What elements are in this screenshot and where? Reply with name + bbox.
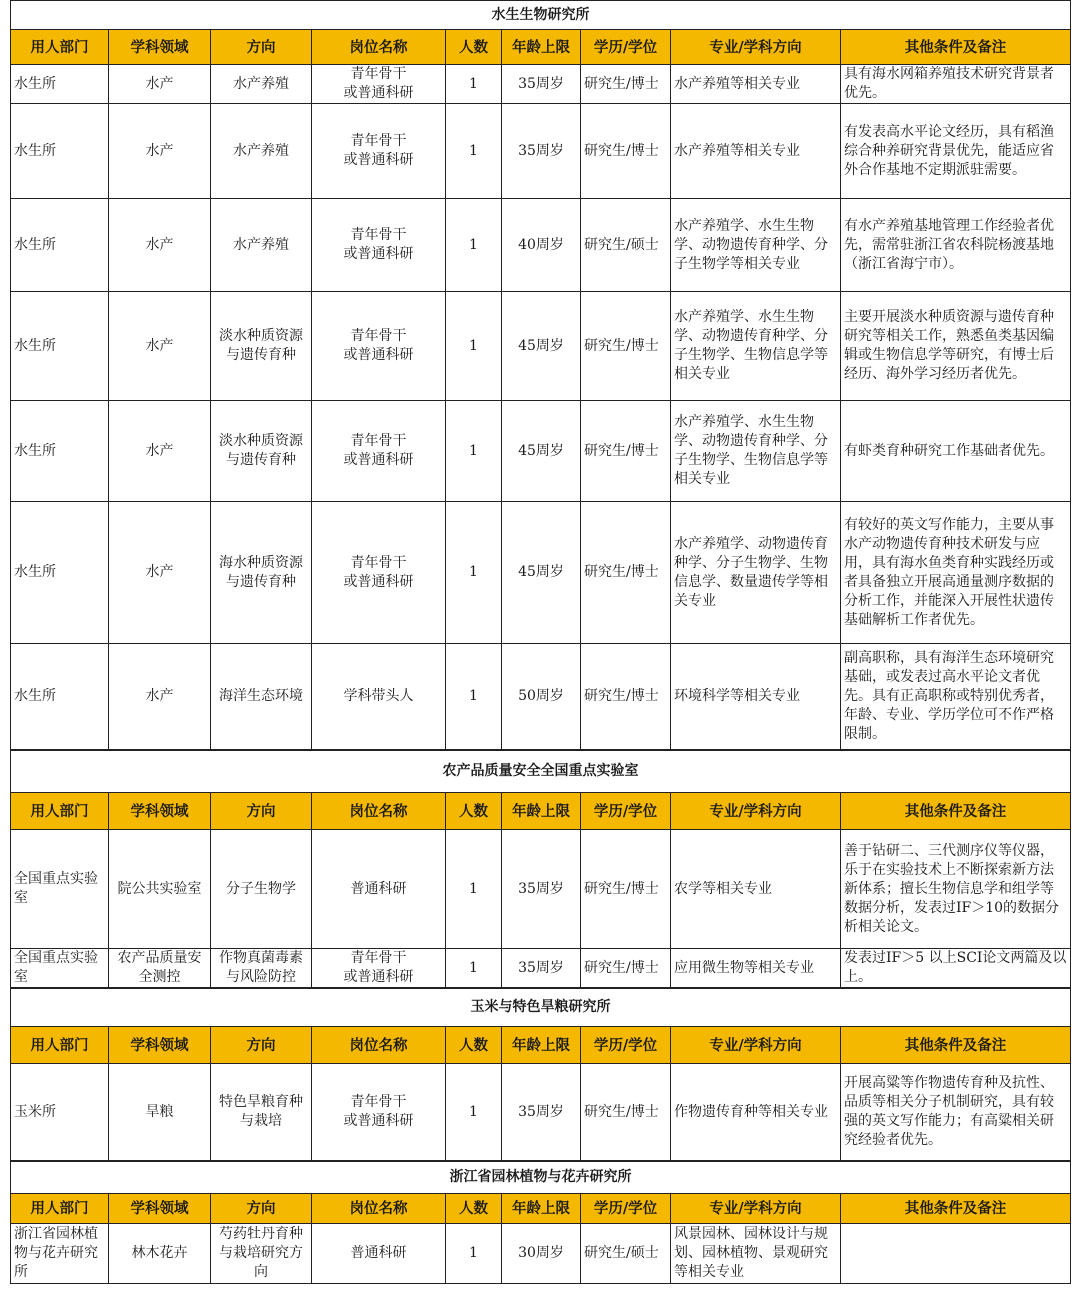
table-row [11, 65, 1071, 104]
column-header: 其他条件及备注 [841, 1194, 1071, 1224]
major-cell: 环境科学等相关专业 [671, 644, 841, 750]
dept-cell: 水生所 [11, 292, 109, 401]
direction-cell: 海洋生态环境 [211, 644, 312, 750]
column-header: 专业/学科方向 [671, 30, 841, 65]
notes-cell: 发表过IF＞5 以上SCI论文两篇及以上。 [841, 949, 1071, 988]
dept-cell: 浙江省园林植物与花卉研究所 [11, 1224, 109, 1284]
age-cell: 35周岁 [502, 65, 581, 104]
age-cell: 35周岁 [502, 1064, 581, 1161]
age-cell: 35周岁 [502, 104, 581, 199]
notes-cell: 开展高粱等作物遗传育种及抗性、品质等相关分子机制研究，具有较强的英文写作能力；有高粱相关研究经验者优先。 [841, 1064, 1071, 1161]
notes-cell: 有发表高水平论文经历，具有稻渔综合种养研究背景优先，能适应省外合作基地不定期派驻需要。 [841, 104, 1071, 199]
major-cell: 应用微生物等相关专业 [671, 949, 841, 988]
table-row [11, 401, 1071, 502]
degree-cell: 研究生/博士 [581, 1064, 671, 1161]
dept-cell: 全国重点实验室 [11, 830, 109, 949]
notes-cell: 主要开展淡水种质资源与遗传育种研究等相关工作，熟悉鱼类基因编辑或生物信息学等研究，有博士后经历、海外学习经历者优先。 [841, 292, 1071, 401]
field-cell: 水产 [109, 104, 211, 199]
degree-cell: 研究生/硕士 [581, 1224, 671, 1284]
column-header: 学历/学位 [581, 1194, 671, 1224]
direction-cell: 特色旱粮育种 与栽培 [211, 1064, 312, 1161]
count-cell: 1 [446, 1064, 502, 1161]
notes-cell: 具有海水网箱养殖技术研究背景者优先。 [841, 65, 1071, 104]
column-header: 年龄上限 [502, 30, 581, 65]
table-row [11, 644, 1071, 750]
dept-cell: 水生所 [11, 401, 109, 502]
column-header: 专业/学科方向 [671, 1027, 841, 1064]
direction-cell: 淡水种质资源 与遗传育种 [211, 401, 312, 502]
count-cell: 1 [446, 1224, 502, 1284]
count-cell: 1 [446, 292, 502, 401]
major-cell: 水产养殖学、动物遗传育种学、分子生物学、生物信息学、数量遗传学等相关专业 [671, 502, 841, 644]
count-cell: 1 [446, 401, 502, 502]
field-cell: 水产 [109, 401, 211, 502]
notes-cell: 善于钻研二、三代测序仪等仪器，乐于在实验技术上不断探索新方法新体系；擅长生物信息学和组学等数据分析，发表过IF＞10的数据分析相关论文。 [841, 830, 1071, 949]
degree-cell: 研究生/博士 [581, 949, 671, 988]
age-cell: 35周岁 [502, 830, 581, 949]
table-row [11, 104, 1071, 199]
table-row [11, 292, 1071, 401]
section-table [10, 1161, 1071, 1284]
column-header: 人数 [446, 1194, 502, 1224]
section-title: 水生生物研究所 [11, 1, 1071, 30]
direction-cell: 分子生物学 [211, 830, 312, 949]
dept-cell: 水生所 [11, 65, 109, 104]
notes-cell: 有较好的英文写作能力，主要从事水产动物遗传育种技术研发与应用，具有海水鱼类育种实践经历或者具备独立开展高通量测序数据的分析工作，并能深入开展性状遗传基础解析工作者优先。 [841, 502, 1071, 644]
column-header: 学历/学位 [581, 30, 671, 65]
table-header-row [11, 1027, 1071, 1064]
age-cell: 45周岁 [502, 502, 581, 644]
column-header: 学历/学位 [581, 793, 671, 830]
section-table [10, 0, 1071, 750]
column-header: 学科领域 [109, 793, 211, 830]
direction-cell: 水产养殖 [211, 199, 312, 292]
direction-cell: 水产养殖 [211, 65, 312, 104]
degree-cell: 研究生/博士 [581, 644, 671, 750]
count-cell: 1 [446, 65, 502, 104]
dept-cell: 水生所 [11, 644, 109, 750]
table-row [11, 199, 1071, 292]
age-cell: 45周岁 [502, 401, 581, 502]
column-header: 岗位名称 [312, 30, 446, 65]
major-cell: 作物遗传育种等相关专业 [671, 1064, 841, 1161]
direction-cell: 海水种质资源 与遗传育种 [211, 502, 312, 644]
column-header: 学历/学位 [581, 1027, 671, 1064]
table-row [11, 1224, 1071, 1284]
section-table [10, 988, 1071, 1161]
column-header: 方向 [211, 30, 312, 65]
major-cell: 水产养殖等相关专业 [671, 65, 841, 104]
count-cell: 1 [446, 104, 502, 199]
column-header: 专业/学科方向 [671, 793, 841, 830]
degree-cell: 研究生/博士 [581, 401, 671, 502]
direction-cell: 芍药牡丹育种与栽培研究方向 [211, 1224, 312, 1284]
degree-cell: 研究生/博士 [581, 104, 671, 199]
column-header: 岗位名称 [312, 1027, 446, 1064]
field-cell: 水产 [109, 644, 211, 750]
column-header: 学科领域 [109, 1194, 211, 1224]
column-header: 年龄上限 [502, 1027, 581, 1064]
position-cell: 青年骨干 或普通科研 [312, 949, 446, 988]
direction-cell: 淡水种质资源 与遗传育种 [211, 292, 312, 401]
column-header: 岗位名称 [312, 793, 446, 830]
count-cell: 1 [446, 949, 502, 988]
position-cell: 青年骨干 或普通科研 [312, 104, 446, 199]
column-header: 人数 [446, 30, 502, 65]
direction-cell: 水产养殖 [211, 104, 312, 199]
column-header: 用人部门 [11, 30, 109, 65]
major-cell: 农学等相关专业 [671, 830, 841, 949]
column-header: 其他条件及备注 [841, 30, 1071, 65]
column-header: 其他条件及备注 [841, 793, 1071, 830]
section-title: 玉米与特色旱粮研究所 [11, 989, 1071, 1027]
age-cell: 50周岁 [502, 644, 581, 750]
age-cell: 45周岁 [502, 292, 581, 401]
column-header: 用人部门 [11, 793, 109, 830]
section-title: 农产品质量安全全国重点实验室 [11, 751, 1071, 793]
dept-cell: 水生所 [11, 199, 109, 292]
column-header: 岗位名称 [312, 1194, 446, 1224]
section-table [10, 750, 1071, 988]
direction-cell: 作物真菌毒素与风险防控 [211, 949, 312, 988]
dept-cell: 水生所 [11, 104, 109, 199]
column-header: 方向 [211, 1194, 312, 1224]
degree-cell: 研究生/硕士 [581, 199, 671, 292]
column-header: 人数 [446, 793, 502, 830]
count-cell: 1 [446, 644, 502, 750]
notes-cell: 有水产养殖基地管理工作经验者优先，需常驻浙江省农科院杨渡基地（浙江省海宁市）。 [841, 199, 1071, 292]
field-cell: 农产品质量安全测控 [109, 949, 211, 988]
major-cell: 风景园林、园林设计与规划、园林植物、景观研究等相关专业 [671, 1224, 841, 1284]
age-cell: 30周岁 [502, 1224, 581, 1284]
field-cell: 水产 [109, 502, 211, 644]
position-cell: 普通科研 [312, 830, 446, 949]
column-header: 方向 [211, 793, 312, 830]
table-row [11, 1064, 1071, 1161]
column-header: 年龄上限 [502, 793, 581, 830]
dept-cell: 玉米所 [11, 1064, 109, 1161]
section-title: 浙江省园林植物与花卉研究所 [11, 1162, 1071, 1194]
table-row [11, 502, 1071, 644]
position-cell: 普通科研 [312, 1224, 446, 1284]
column-header: 方向 [211, 1027, 312, 1064]
recruitment-table-document [10, 0, 1080, 1284]
degree-cell: 研究生/博士 [581, 292, 671, 401]
column-header: 专业/学科方向 [671, 1194, 841, 1224]
column-header: 学科领域 [109, 1027, 211, 1064]
table-header-row [11, 1194, 1071, 1224]
column-header: 其他条件及备注 [841, 1027, 1071, 1064]
field-cell: 水产 [109, 65, 211, 104]
position-cell: 青年骨干 或普通科研 [312, 292, 446, 401]
major-cell: 水产养殖学、水生生物学、动物遗传育种学、分子生物学、生物信息学等相关专业 [671, 292, 841, 401]
table-row [11, 949, 1071, 988]
degree-cell: 研究生/博士 [581, 65, 671, 104]
notes-cell: 有虾类育种研究工作基础者优先。 [841, 401, 1071, 502]
position-cell: 青年骨干 或普通科研 [312, 1064, 446, 1161]
column-header: 学科领域 [109, 30, 211, 65]
position-cell: 学科带头人 [312, 644, 446, 750]
age-cell: 40周岁 [502, 199, 581, 292]
notes-cell [841, 1224, 1071, 1284]
major-cell: 水产养殖等相关专业 [671, 104, 841, 199]
position-cell: 青年骨干 或普通科研 [312, 502, 446, 644]
position-cell: 青年骨干 或普通科研 [312, 199, 446, 292]
table-header-row [11, 30, 1071, 65]
count-cell: 1 [446, 199, 502, 292]
column-header: 人数 [446, 1027, 502, 1064]
age-cell: 35周岁 [502, 949, 581, 988]
degree-cell: 研究生/博士 [581, 502, 671, 644]
field-cell: 院公共实验室 [109, 830, 211, 949]
position-cell: 青年骨干 或普通科研 [312, 401, 446, 502]
column-header: 用人部门 [11, 1194, 109, 1224]
position-cell: 青年骨干 或普通科研 [312, 65, 446, 104]
table-header-row [11, 793, 1071, 830]
count-cell: 1 [446, 830, 502, 949]
degree-cell: 研究生/博士 [581, 830, 671, 949]
column-header: 年龄上限 [502, 1194, 581, 1224]
column-header: 用人部门 [11, 1027, 109, 1064]
dept-cell: 水生所 [11, 502, 109, 644]
table-row [11, 830, 1071, 949]
count-cell: 1 [446, 502, 502, 644]
field-cell: 旱粮 [109, 1064, 211, 1161]
field-cell: 林木花卉 [109, 1224, 211, 1284]
dept-cell: 全国重点实验室 [11, 949, 109, 988]
major-cell: 水产养殖学、水生生物学、动物遗传育种学、分子生物学、生物信息学等相关专业 [671, 401, 841, 502]
field-cell: 水产 [109, 199, 211, 292]
major-cell: 水产养殖学、水生生物学、动物遗传育种学、分子生物学等相关专业 [671, 199, 841, 292]
notes-cell: 副高职称，具有海洋生态环境研究基础，或发表过高水平论文者优先。具有正高职称或特别优秀者，年龄、专业、学历学位可不作严格限制。 [841, 644, 1071, 750]
field-cell: 水产 [109, 292, 211, 401]
